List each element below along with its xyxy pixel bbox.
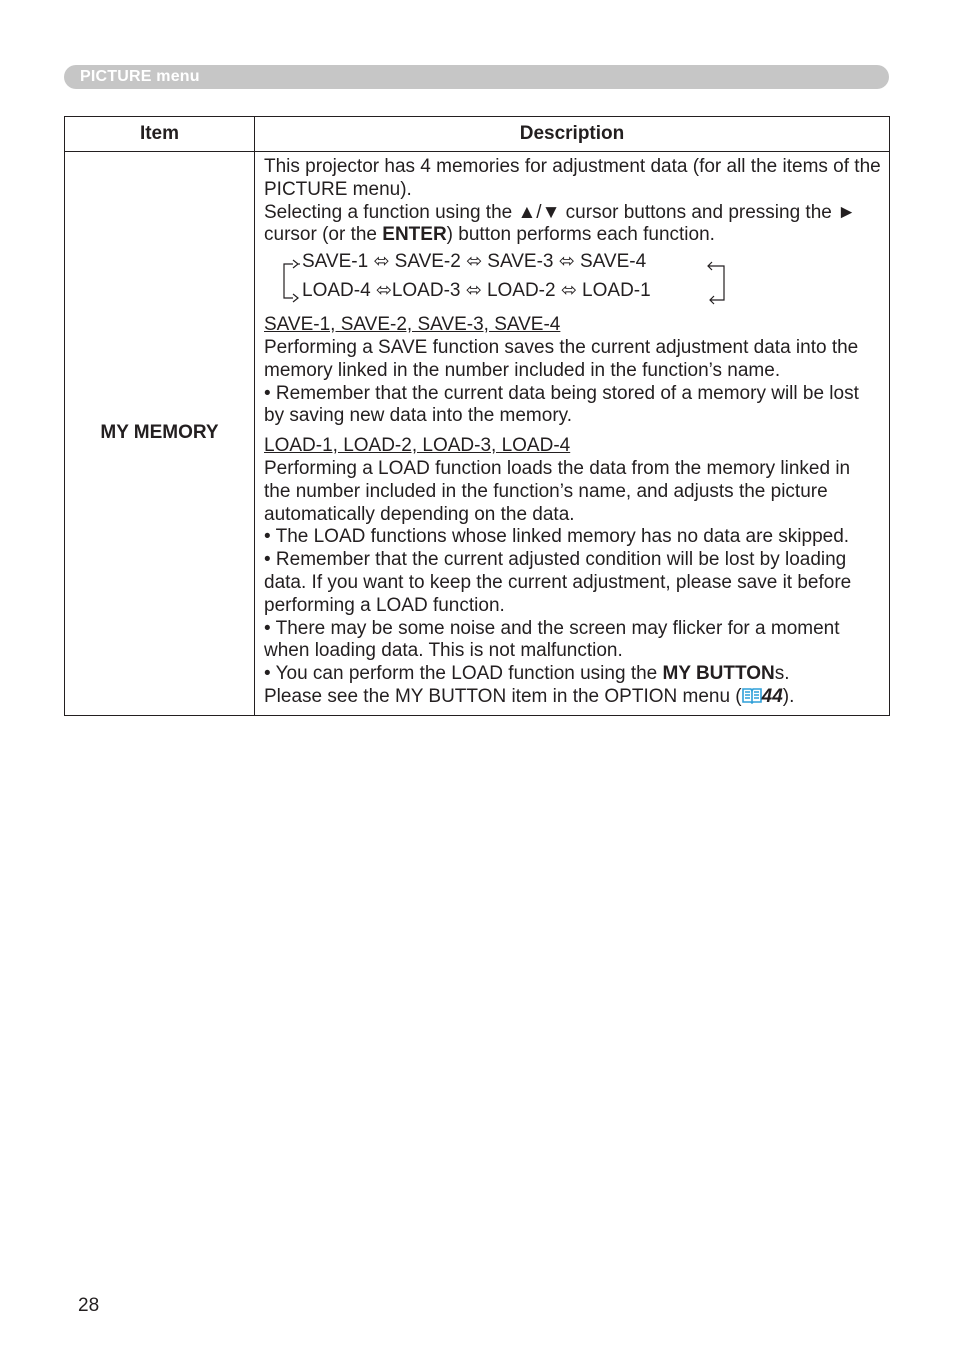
intro-text-a: Selecting a function using the ▲/▼ cursor buttons and pressing the ► cursor (or the	[264, 201, 856, 246]
section-title: PICTURE menu	[80, 68, 200, 85]
enter-button-label: ENTER	[382, 224, 447, 246]
load-p6-text-b: ).	[782, 685, 795, 707]
intro-paragraph-1: This projector has 4 memories for adjustment data (for all the items of the PICTURE menu).	[264, 156, 881, 200]
section-header-bar	[64, 65, 889, 89]
load-heading: LOAD-1, LOAD-2, LOAD-3, LOAD-4	[264, 435, 571, 457]
book-icon	[742, 687, 762, 711]
item-name: MY MEMORY	[65, 152, 255, 716]
load-cycle-row: LOAD-4 ⬄LOAD-3 ⬄ LOAD-2 ⬄ LOAD-1	[302, 280, 651, 302]
my-button-label: MY BUTTON	[662, 663, 775, 685]
table-row	[65, 152, 890, 716]
table-header-row	[65, 117, 890, 152]
save-paragraph-2: • Remember that the current data being stored of a memory will be lost by saving new data into the memory.	[264, 382, 859, 427]
save-heading: SAVE-1, SAVE-2, SAVE-3, SAVE-4	[264, 314, 561, 336]
load-p5-text-b: s.	[774, 663, 790, 685]
intro-text-b: ) button performs each function.	[446, 224, 715, 246]
page-reference[interactable]: 44	[761, 685, 783, 707]
load-paragraph-2: • The LOAD functions whose linked memory has no data are skipped.	[264, 526, 850, 548]
load-paragraph-3: • Remember that the current adjusted condition will be lost by loading data. If you want to keep the current adjustment, please save it before performing a LOAD function.	[264, 549, 852, 616]
picture-menu-table	[64, 116, 890, 716]
load-p6-text-a: Please see the MY BUTTON item in the OPTION menu (	[264, 685, 742, 707]
load-paragraph-5	[264, 663, 881, 686]
load-paragraph-6	[264, 686, 881, 711]
save-cycle-row: SAVE-1 ⬄ SAVE-2 ⬄ SAVE-3 ⬄ SAVE-4	[302, 251, 647, 273]
load-paragraph-1: Performing a LOAD function loads the data from the memory linked in the number included in the function’s name, and adjusts the picture automatically depending on the data.	[264, 457, 851, 525]
save-paragraph-1: Performing a SAVE function saves the current adjustment data into the memory linked in the number included in the function’s name.	[264, 336, 859, 381]
memory-cycle-diagram	[264, 251, 881, 310]
page-number: 28	[78, 1295, 100, 1316]
description-cell	[255, 152, 890, 716]
intro-paragraph-2	[264, 202, 881, 248]
column-header-description: Description	[255, 117, 890, 152]
load-paragraph-4: • There may be some noise and the screen may flicker for a moment when loading data. This is not malfunction.	[264, 617, 840, 662]
column-header-item: Item	[65, 117, 255, 152]
load-p5-text-a: • You can perform the LOAD function using the	[264, 663, 663, 685]
